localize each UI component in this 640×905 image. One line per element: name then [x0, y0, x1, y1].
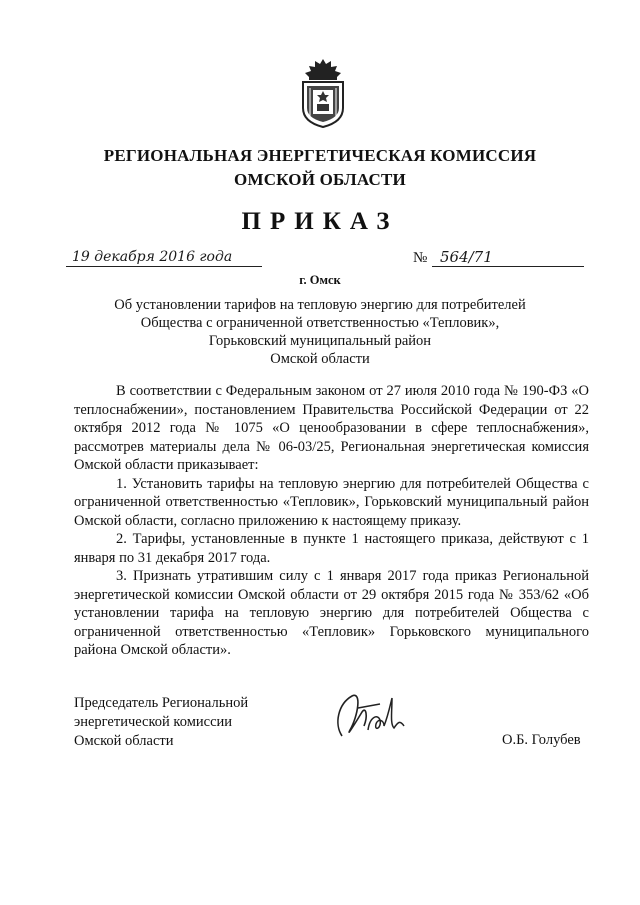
order-date: 19 декабря 2016 года	[72, 249, 233, 265]
order-item-3: 3. Признать утратившим силу с 1 января 2017 года приказ Региональной энергетической комиссии Омской области от 29 октября 2015 года № 353/62 «Об установлении тарифа на тепловую энергию для потребителей Общества с ограниченной ответственностью «Тепловик» Горьковского муниципального района Омской области».	[74, 568, 589, 658]
organization-name-line1: РЕГИОНАЛЬНАЯ ЭНЕРГЕТИЧЕСКАЯ КОМИССИЯ	[103, 146, 537, 165]
subject-line: Омской области	[270, 351, 370, 367]
order-number: 564/71	[440, 248, 493, 266]
order-item-1: 1. Установить тарифы на тепловую энергию для потребителей Общества с ограниченной ответственностью «Тепловик», Горьковский муниципальный район Омской области, согласно приложению к настоящему приказу.	[74, 475, 589, 529]
date-underline	[66, 266, 262, 267]
subject-line: Общества с ограниченной ответственностью «Тепловик»,	[140, 315, 500, 331]
signer-position-line: Председатель Региональной	[74, 695, 249, 711]
intro-paragraph: В соответствии с Федеральным законом от 27 июля 2010 года № 190-ФЗ «О теплоснабжении», постановлением Правительства Российской Федерации от 22 октября 2012 года № 1075 «О ценообразовании в сфере теплоснабжения», рассмотрев материалы дела № 06-03/25, Региональная энергетическая комиссия Омской области приказывает:	[74, 383, 589, 473]
organization-name-line2: ОМСКОЙ ОБЛАСТИ	[234, 170, 406, 189]
signer-name: О.Б. Голубев	[502, 732, 581, 748]
order-body	[74, 382, 589, 660]
omsk-coat-of-arms-icon	[300, 58, 346, 128]
document-title: ПРИКАЗ	[241, 208, 399, 235]
subject-line: Об установлении тарифов на тепловую энергию для потребителей	[114, 297, 526, 313]
signer-position-line: Омской области	[74, 733, 174, 749]
city-label: г. Омск	[299, 273, 341, 287]
number-underline	[432, 266, 584, 267]
order-number-label: №	[413, 250, 428, 266]
order-subject	[90, 296, 550, 368]
signer-position-line: энергетической комиссии	[74, 714, 233, 730]
subject-line: Горьковский муниципальный район	[208, 333, 432, 349]
order-item-2: 2. Тарифы, установленные в пункте 1 настоящего приказа, действуют с 1 января по 31 декабря 2017 года.	[74, 531, 589, 566]
signer-position	[74, 694, 248, 751]
handwritten-signature-icon	[328, 686, 418, 742]
